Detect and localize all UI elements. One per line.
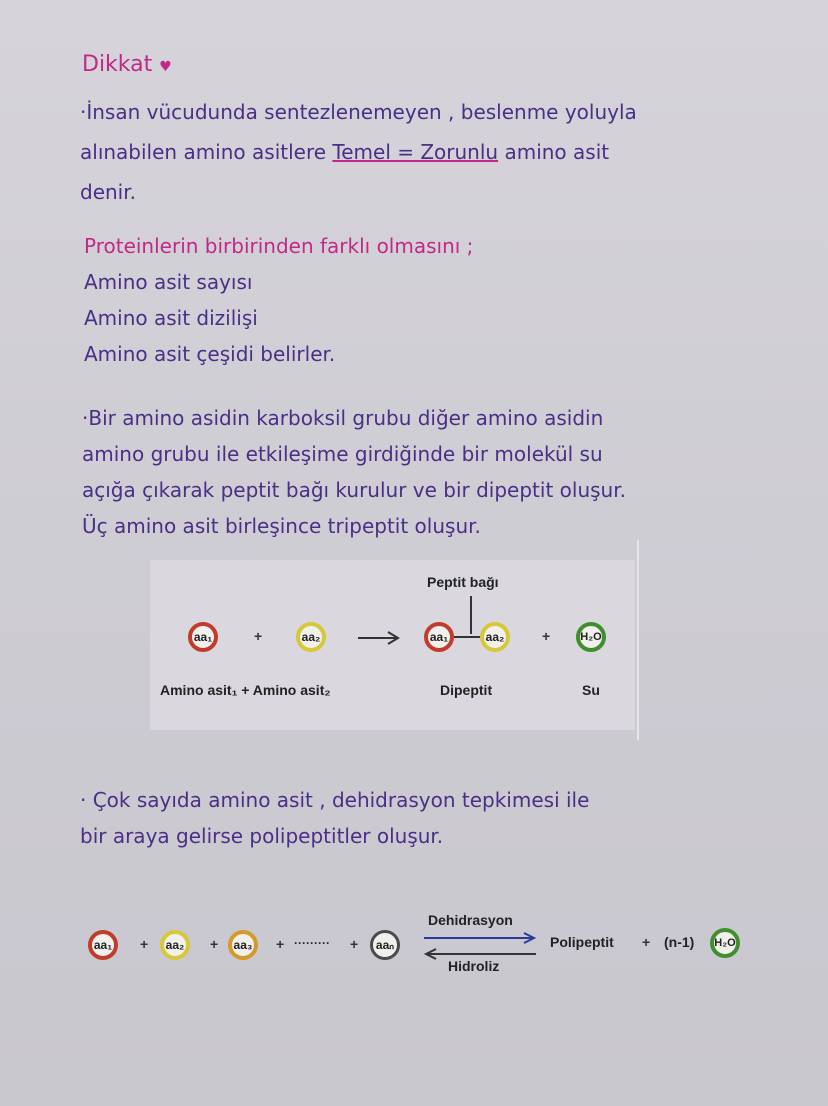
p2-line-3: Amino asit dizilişi <box>84 306 258 330</box>
p2-line-2: Amino asit sayısı <box>84 270 253 294</box>
p2-line-4: Amino asit çeşidi belirler. <box>84 342 336 366</box>
n-minus-1-label: (n-1) <box>664 934 695 950</box>
poly-aa2-circle: aa₂ <box>160 930 190 960</box>
paragraph-peptide-bond <box>82 400 626 544</box>
hydrolysis-label: Hidroliz <box>448 958 500 974</box>
plus-sign: + <box>254 628 263 644</box>
poly-plus-1: + <box>140 936 149 952</box>
paragraph-polypeptide <box>80 782 589 854</box>
plus-sign-2: + <box>542 628 551 644</box>
p1-line-2 <box>80 132 637 172</box>
dipeptide-label: Dipeptit <box>440 682 493 698</box>
water-circle: H₂O <box>576 622 606 652</box>
p3-line-1: ·Bir amino asidin karboksil grubu diğer amino asidin <box>82 406 604 430</box>
dipeptide-aa1-circle: aa₁ <box>424 622 454 652</box>
paragraph-essential-amino-acids <box>80 92 637 212</box>
dehydration-label: Dehidrasyon <box>428 912 513 928</box>
title-text: Dikkat <box>82 52 153 77</box>
poly-plus-5: + <box>642 934 651 950</box>
arrow-right-icon <box>356 630 402 646</box>
p1-tail: amino asit <box>504 140 610 164</box>
poly-aan-circle: aaₙ <box>370 930 400 960</box>
aa2-circle: aa₂ <box>296 622 326 652</box>
bond-pointer-line <box>470 596 472 634</box>
paragraph-protein-difference <box>84 228 473 372</box>
p1-term: Temel = Zorunlu <box>332 140 499 164</box>
polypeptide-label: Polipeptit <box>550 934 614 950</box>
p2-line-1: Proteinlerin birbirinden farklı olmasını ; <box>84 234 474 258</box>
amino-acids-label: Amino asit₁ + Amino asit₂ <box>160 682 331 698</box>
dipeptide-diagram <box>150 560 635 730</box>
poly-plus-2: + <box>210 936 219 952</box>
p1-line-2-text: alınabilen amino asitlere <box>80 140 327 164</box>
p1-line-3: denir. <box>80 180 136 204</box>
p4-line-2: bir araya gelirse polipeptitler oluşur. <box>80 824 444 848</box>
heart-icon: ♥ <box>159 59 172 75</box>
aa1-circle: aa₁ <box>188 622 218 652</box>
p4-line-1: · Çok sayıda amino asit , dehidrasyon tepkimesi ile <box>80 788 590 812</box>
equilibrium-arrows-icon <box>420 932 540 960</box>
p1-line-1: ·İnsan vücudunda sentezlenemeyen , beslenme yoluyla <box>80 100 637 124</box>
note-title <box>82 52 172 77</box>
dipeptide-aa2-circle: aa₂ <box>480 622 510 652</box>
peptide-bond-line <box>454 636 480 638</box>
water-label: Su <box>582 682 600 698</box>
poly-plus-4: + <box>350 936 359 952</box>
poly-aa3-circle: aa₃ <box>228 930 258 960</box>
polypeptide-diagram <box>0 900 828 990</box>
poly-plus-3: + <box>276 936 285 952</box>
poly-dots: ········· <box>294 936 330 950</box>
poly-water-circle: H₂O <box>710 928 740 958</box>
p3-line-2: amino grubu ile etkileşime girdiğinde bir molekül su <box>82 442 603 466</box>
p3-line-3: açığa çıkarak peptit bağı kurulur ve bir dipeptit oluşur. <box>82 478 626 502</box>
p3-line-4: Üç amino asit birleşince tripeptit oluşur. <box>82 514 481 538</box>
poly-aa1-circle: aa₁ <box>88 930 118 960</box>
peptide-bond-label: Peptit bağı <box>427 574 499 590</box>
